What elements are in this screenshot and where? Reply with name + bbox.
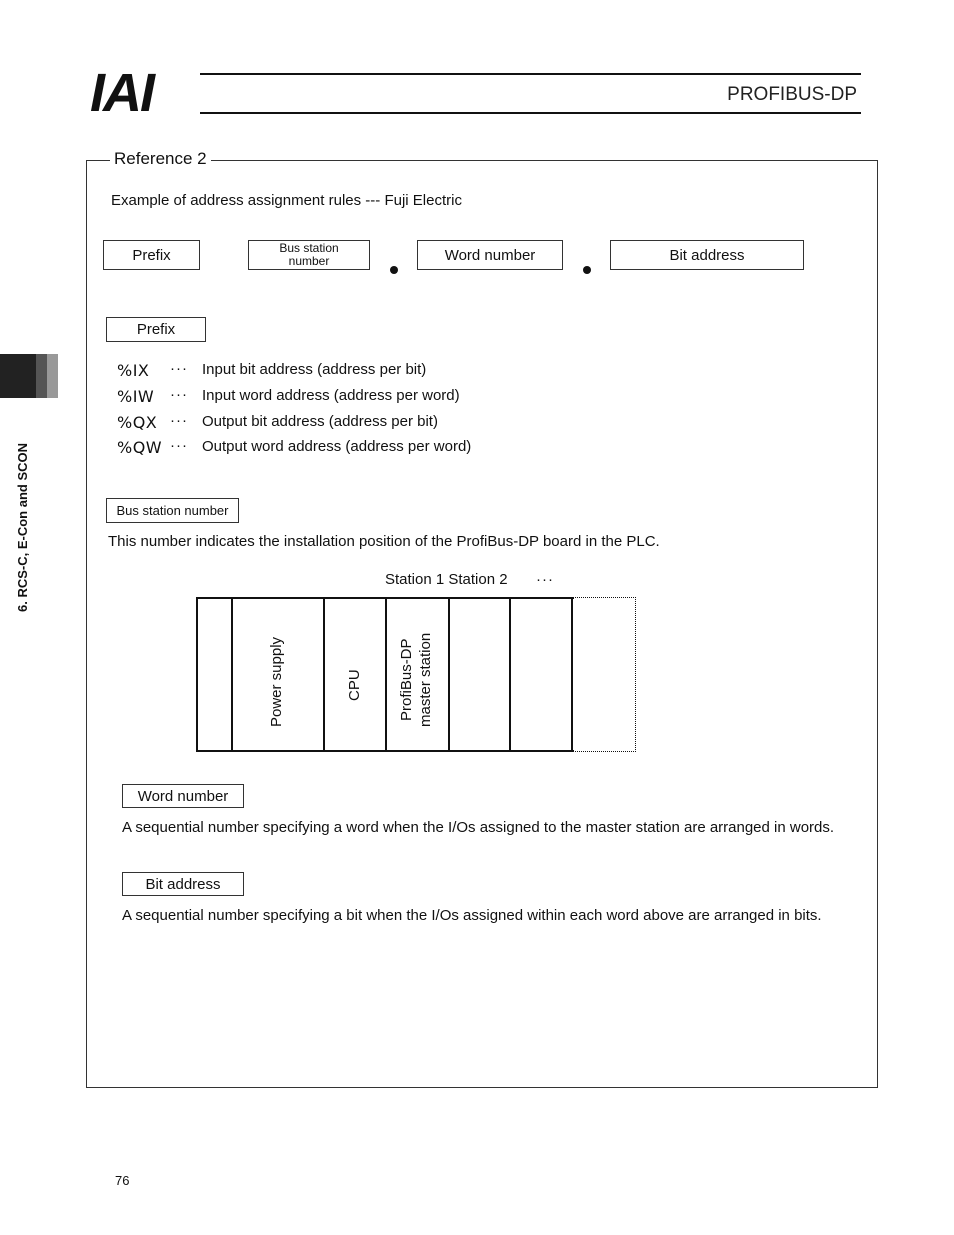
bit-address-heading: Bit address — [145, 875, 221, 893]
prefix-code: %QW — [117, 438, 163, 457]
separator-dot-1 — [390, 266, 398, 274]
bus-station-heading: Bus station number — [116, 503, 229, 518]
separator-dot-2 — [583, 266, 591, 274]
rack-outline-dotted — [572, 597, 636, 752]
format-bus-station-line1: Bus station — [279, 241, 339, 255]
intro-text: Example of address assignment rules --- Fuji Electric — [111, 192, 462, 209]
station-labels: Station 1 Station 2 — [385, 571, 508, 588]
rack-slot-divider — [448, 597, 450, 752]
reference-title: Reference 2 — [110, 149, 211, 169]
bus-station-text: This number indicates the installation position of the ProfiBus-DP board in the PLC. — [108, 533, 660, 550]
prefix-description: Output bit address (address per bit) — [202, 413, 438, 430]
station-ellipsis: ··· — [536, 571, 554, 588]
chapter-tab — [0, 354, 58, 398]
rack-cpu-label: CPU — [346, 669, 363, 701]
header-rule-top — [200, 73, 861, 75]
bus-station-heading-box — [106, 498, 239, 523]
prefix-separator: ··· — [170, 386, 188, 403]
rack-slot-divider — [231, 597, 233, 752]
rack-power-supply-label: Power supply — [268, 636, 285, 727]
rack-profibus-line1: ProfiBus-DP — [398, 638, 415, 721]
format-word-number-label: Word number — [444, 246, 536, 264]
format-bit-address-label: Bit address — [669, 246, 745, 264]
format-bus-station-box — [248, 240, 370, 270]
format-prefix-label: Prefix — [132, 246, 171, 264]
word-number-text: A sequential number specifying a word when the I/Os assigned to the master station are arranged in words. — [122, 819, 835, 836]
prefix-description: Input bit address (address per bit) — [202, 361, 427, 378]
bit-address-heading-box — [122, 872, 244, 896]
prefix-code: %IW — [117, 387, 155, 406]
rack-slot-divider — [509, 597, 511, 752]
prefix-code: %IX — [117, 361, 150, 380]
prefix-description: Input word address (address per word) — [202, 387, 460, 404]
rack-profibus-line2: master station — [417, 632, 434, 727]
chapter-label: 6. RCS-C, E-Con and SCON — [15, 442, 30, 612]
prefix-description: Output word address (address per word) — [202, 438, 472, 455]
prefix-code: %QX — [117, 413, 158, 432]
format-bus-station-line2: number — [288, 254, 330, 268]
format-prefix-box — [103, 240, 200, 270]
rack-slot-divider — [571, 597, 573, 752]
doc-title: PROFIBUS-DP — [727, 84, 857, 105]
word-number-heading-box — [122, 784, 244, 808]
word-number-heading: Word number — [137, 787, 229, 805]
rack-slot-divider — [385, 597, 387, 752]
format-bit-address-box — [610, 240, 804, 270]
format-word-number-box — [417, 240, 563, 270]
prefix-heading-box — [106, 317, 206, 342]
prefix-heading: Prefix — [136, 321, 176, 338]
header-rule-bottom — [200, 112, 861, 114]
prefix-separator: ··· — [170, 412, 188, 429]
bit-address-text: A sequential number specifying a bit when the I/Os assigned within each word above are arranged in bits. — [122, 907, 822, 924]
page-number: 76 — [115, 1173, 130, 1188]
plc-rack — [196, 597, 636, 752]
rack-slot-divider — [323, 597, 325, 752]
prefix-separator: ··· — [170, 437, 188, 454]
prefix-separator: ··· — [170, 360, 188, 377]
iai-logo: IAI — [90, 63, 154, 123]
